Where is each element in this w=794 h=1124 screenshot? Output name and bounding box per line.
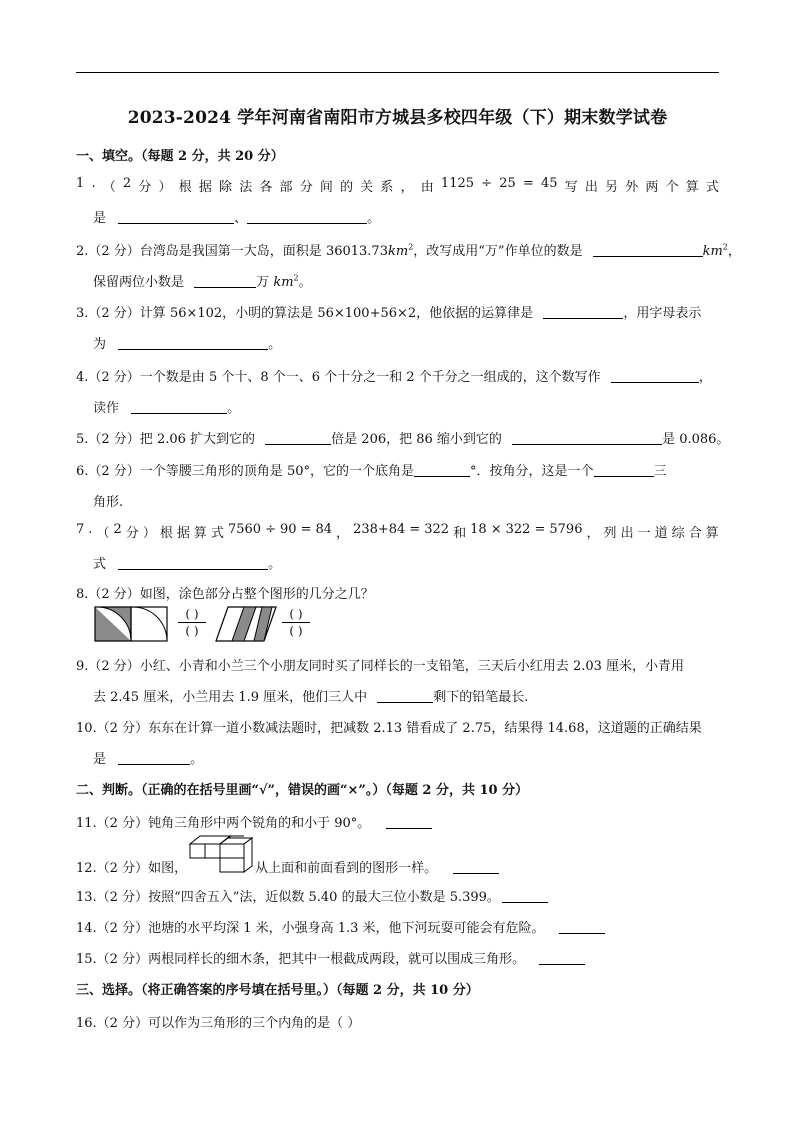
q4-line1: [76, 366, 719, 385]
q1-token: 2: [122, 176, 132, 191]
q2-wan: 万: [256, 275, 270, 290]
q1-token: ÷: [481, 176, 493, 191]
q4-line2: [93, 397, 719, 416]
q2-l2-prefix: 保留两位小数是: [93, 275, 185, 290]
section-multiple-choice: 三、选择。（将正确答案的序号填在括号里。）（每题 2 分，共 10 分）: [76, 983, 479, 998]
q7-token: 7560: [227, 522, 262, 537]
q7-line2: [93, 553, 719, 572]
q3-line2: [93, 333, 719, 352]
q2-l2-unit: km: [273, 275, 294, 290]
q16-line: 16.（2 分）可以作为三角形的三个内角的是（ ）: [76, 1016, 361, 1031]
q10-prefix: 是: [93, 752, 107, 767]
q2-exp: 2: [408, 242, 414, 252]
q7-token: 322: [424, 522, 450, 537]
q7-token: ）: [142, 526, 156, 541]
q1-token: 各: [259, 180, 273, 195]
q7-token: 算: [193, 526, 207, 541]
q2-text-a: 2.（2 分）台湾岛是我国第一大岛，面积是 36013.73: [76, 244, 388, 259]
q1-token: 关: [360, 180, 374, 195]
q8-fraction-bar-2: [282, 622, 310, 623]
q11-answer[interactable]: [386, 815, 432, 829]
q4-blank-2[interactable]: [131, 400, 227, 414]
q15-answer[interactable]: [539, 951, 585, 965]
q6-text-a: 6.（2 分）一个等腰三角形的顶角是 50°，它的一个底角是: [76, 464, 414, 479]
q7-token: 分: [125, 526, 139, 541]
q1-token: 25: [499, 176, 516, 191]
q8-line: 8.（2 分）如图，涂色部分占整个图形的几分之几？: [76, 587, 374, 602]
q1-line2: [93, 207, 719, 226]
q7-token: 一: [637, 526, 651, 541]
q1-token: ）: [158, 180, 172, 195]
q10-line1: 10.（2 分）东东在计算一道小数减法题时，把减数 2.13 错看成了 2.75，结果得 14.68，这道题的正确结果: [76, 721, 702, 736]
q6-text-b: °．按角分，这是一个: [469, 464, 594, 479]
q5-text-a: 5.（2 分）把 2.06 扩大到它的: [76, 432, 256, 447]
section-true-false: 二、判断。（正确的在括号里画“√”，错误的画“×”。）（每题 2 分，共 10 分）: [76, 783, 529, 798]
q7-token: 出: [620, 526, 634, 541]
q9-text-b: 去 2.45 厘米，小兰用去 1.9 厘米，他们三人中: [93, 690, 368, 705]
q1-token: 45: [541, 176, 558, 191]
q3-line1: [76, 302, 719, 321]
q4-blank-1[interactable]: [611, 369, 699, 383]
q1-token: 另: [605, 180, 619, 195]
q7-token: =: [534, 522, 546, 537]
q4-text-a: 4.（2 分）一个数是由 5 个十、8 个一、6 个十分之一和 2 个千分之一组成的，这个数写作: [76, 370, 601, 385]
q1-token: 分: [299, 180, 313, 195]
q7-token: 84: [315, 522, 333, 537]
header-rule: [76, 72, 719, 73]
q1-blank-1[interactable]: [118, 210, 234, 224]
q10-line2: [93, 748, 719, 767]
q1-token: .: [91, 176, 96, 191]
q1-token: 除: [219, 180, 233, 195]
q8-denominator-2[interactable]: ( ): [289, 624, 303, 638]
q8-figure-1: [94, 606, 170, 642]
q5-blank-2[interactable]: [512, 431, 662, 445]
q9-blank[interactable]: [377, 689, 433, 703]
q1-token: 分: [138, 180, 152, 195]
q12-cubes-figure: [188, 832, 258, 874]
q14-answer[interactable]: [559, 920, 605, 934]
q1-token: =: [522, 176, 534, 191]
q7-token: 据: [176, 526, 190, 541]
q1-token: 间: [319, 180, 333, 195]
q1-prefix: 是: [93, 211, 107, 226]
q5-line: [76, 428, 730, 447]
q1-token: 两: [645, 180, 659, 195]
q3-end: 。: [268, 337, 282, 352]
q7-token: ，: [586, 526, 600, 541]
q3-blank-2[interactable]: [118, 336, 268, 350]
q2-exp-2: 2: [722, 242, 728, 252]
q7-token: 322: [505, 522, 531, 537]
q7-token: 综: [671, 526, 685, 541]
q7-token: 90: [280, 522, 297, 537]
q13-text: 13.（2 分）按照“四舍五入”法，近似数 5.40 的最大三位小数是 5.399。: [76, 890, 500, 905]
q8-numerator-2[interactable]: ( ): [289, 607, 303, 621]
q3-l2-prefix: 为: [93, 337, 107, 352]
q1-token: 的: [340, 180, 354, 195]
q8-fraction-bar-1: [178, 622, 206, 623]
q11-line: [76, 812, 719, 831]
q7-token: （: [96, 526, 110, 541]
q12-text-a: 12.（2 分）如图，: [76, 861, 188, 876]
q1-token: 系: [380, 180, 394, 195]
q12-text-b: 从上面和前面看到的图形一样。: [255, 861, 438, 876]
q7-token: 合: [688, 526, 702, 541]
q6-blank-1[interactable]: [414, 463, 470, 477]
q1-token: 出: [584, 180, 598, 195]
q3-text-b: ，用字母表示: [623, 306, 702, 321]
q7-token: 根: [159, 526, 173, 541]
q1-token: 个: [665, 180, 679, 195]
page-title: 2023-2024 学年河南省南阳市方城县多校四年级（下）期末数学试卷: [127, 108, 668, 128]
q7-token: 18: [470, 522, 487, 537]
q4-text-b: ，: [698, 370, 712, 385]
q2-line2: [93, 271, 719, 290]
q12-answer[interactable]: [453, 860, 499, 874]
q2-l2-exp: 2: [293, 273, 299, 283]
q2-l2-end: 。: [298, 275, 312, 290]
q1-token: 1: [76, 176, 85, 191]
q2-unit: km: [387, 244, 409, 259]
q1-token: 式: [705, 180, 719, 195]
q3-text-a: 3.（2 分）计算 56×102，小明的算法是 56×100+56×2，他依据的运算律是: [76, 306, 534, 321]
q1-blank-2[interactable]: [247, 210, 367, 224]
q3-blank-1[interactable]: [543, 305, 623, 319]
q1-token: 外: [625, 180, 639, 195]
q2-line1: [76, 240, 741, 259]
q7-token: 5796: [549, 522, 583, 537]
q1-token: 由: [420, 180, 434, 195]
q7-end: 。: [268, 557, 282, 572]
q8-denominator-1[interactable]: ( ): [185, 624, 199, 638]
q7-prefix: 式: [93, 557, 107, 572]
q15-text: 15.（2 分）两根同样长的细木条，把其中一根截成两段，就可以围成三角形。: [76, 952, 526, 967]
q9-line2: [93, 686, 719, 705]
q7-token: =: [300, 522, 312, 537]
q6-text-c: 三: [653, 464, 667, 479]
q7-token: 算: [705, 526, 719, 541]
q2-text-b: ，改写成用“万”作单位的数是: [413, 244, 583, 259]
q7-token: ÷: [265, 522, 276, 537]
q1-token: ，: [400, 180, 414, 195]
q7-token: 2: [113, 522, 122, 537]
q8-fraction-1: [178, 607, 206, 638]
q5-text-c: 是 0.086。: [662, 432, 730, 447]
q6-line1: [76, 460, 719, 479]
q14-line: [76, 917, 719, 936]
q9-line1: 9.（2 分）小红、小青和小兰三个小朋友同时买了同样长的一支铅笔，三天后小红用去 2.03 厘米，小青用: [76, 659, 685, 674]
q7-token: ×: [490, 522, 502, 537]
q7-token: .: [88, 522, 93, 537]
q8-numerator-1[interactable]: ( ): [185, 607, 199, 621]
q8-fraction-2: [282, 607, 310, 638]
q7-token: 和: [453, 526, 467, 541]
q7-line1: [76, 522, 719, 541]
q1-token: （: [102, 180, 116, 195]
q1-token: 部: [279, 180, 293, 195]
q6-blank-2[interactable]: [594, 463, 654, 477]
q7-token: 列: [603, 526, 617, 541]
q2-unit-2: km: [702, 244, 723, 259]
q5-blank-1[interactable]: [265, 431, 331, 445]
q1-token: 法: [239, 180, 253, 195]
q1-separator: 、: [234, 211, 248, 226]
q1-token: 算: [685, 180, 699, 195]
q13-answer[interactable]: [502, 889, 548, 903]
q7-token: 式: [210, 526, 224, 541]
q13-line: [76, 886, 719, 905]
q2-blank-1[interactable]: [593, 243, 703, 257]
q7-token: =: [409, 522, 421, 537]
q4-end: 。: [227, 401, 241, 416]
q1-token: 根: [178, 180, 192, 195]
q6-line2: 角形.: [93, 495, 124, 510]
q7-token: 道: [654, 526, 668, 541]
q14-text: 14.（2 分）池塘的水平均深 1 米，小强身高 1.3 米，他下河玩耍可能会有危险。: [76, 921, 545, 936]
q7-token: 238+84: [353, 522, 406, 537]
q2-text-c: ，: [727, 244, 741, 259]
q1-token: 写: [564, 180, 578, 195]
q15-line: [76, 948, 719, 967]
section-fill-blank: 一、填空。（每题 2 分，共 20 分）: [76, 149, 284, 164]
q9-text-c: 剩下的铅笔最长.: [433, 690, 529, 705]
q4-l2-prefix: 读作: [93, 401, 120, 416]
q12-line: [76, 857, 719, 876]
q5-text-b: 倍是 206，把 86 缩小到它的: [331, 432, 502, 447]
q1-token: 据: [198, 180, 212, 195]
q1-end: 。: [367, 211, 381, 226]
q8-figure-2: [214, 606, 278, 642]
q11-text: 11.（2 分）钝角三角形中两个锐角的和小于 90°。: [76, 816, 371, 831]
q10-end: 。: [190, 752, 204, 767]
q1-line1: [76, 176, 719, 195]
q7-blank[interactable]: [118, 556, 268, 570]
q7-token: 7: [76, 522, 85, 537]
q10-blank[interactable]: [118, 751, 190, 765]
q2-blank-2[interactable]: [194, 274, 256, 288]
q1-token: 1125: [440, 176, 475, 191]
q7-token: ，: [336, 526, 350, 541]
